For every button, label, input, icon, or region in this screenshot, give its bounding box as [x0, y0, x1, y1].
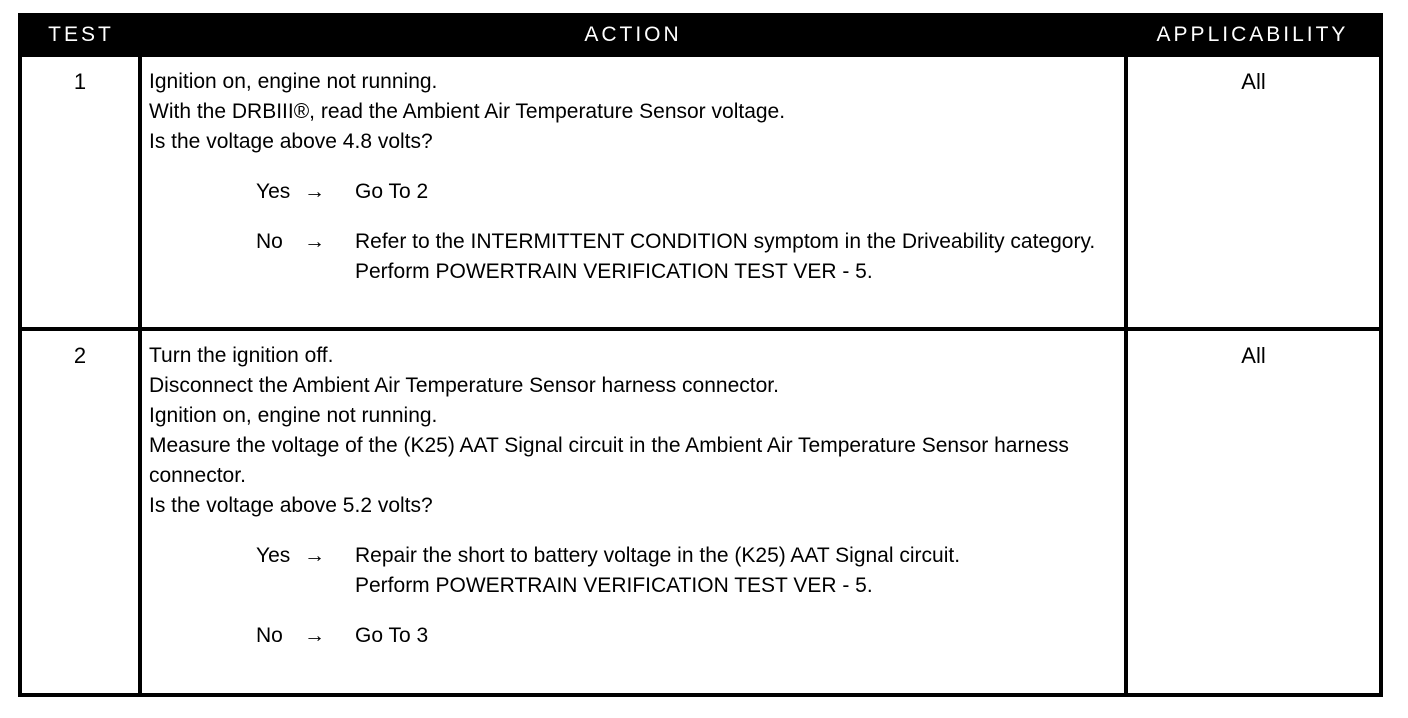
branch-answer: Yes — [256, 544, 291, 567]
result-line: Refer to the INTERMITTENT CONDITION symptom in the Driveability category. — [355, 230, 1096, 253]
action-cell — [140, 55, 1126, 329]
result-line: Repair the short to battery voltage in the (K25) AAT Signal circuit. — [355, 544, 961, 567]
arrow-icon: → — [304, 544, 325, 567]
arrow-icon: → — [304, 180, 325, 203]
result-line: Perform POWERTRAIN VERIFICATION TEST VER - 5. — [355, 574, 873, 597]
branch-no — [256, 227, 1118, 287]
branch-result — [355, 177, 1118, 207]
test-table — [22, 17, 1379, 693]
result-line: Go To 3 — [355, 624, 429, 647]
action-step: Turn the ignition off. — [149, 344, 334, 367]
action-step: Measure the voltage of the (K25) AAT Signal circuit in the Ambient Air Temperature Sensor harness connector. — [149, 434, 1069, 487]
test-number: 2 — [22, 329, 140, 693]
test-number: 1 — [22, 55, 140, 329]
branch-answer: No — [256, 624, 283, 647]
result-line: Perform POWERTRAIN VERIFICATION TEST VER - 5. — [355, 260, 873, 283]
action-step: Disconnect the Ambient Air Temperature Sensor harness connector. — [149, 374, 779, 397]
branch-result — [355, 227, 1118, 287]
branch-yes — [256, 177, 1118, 207]
branch-answer: No — [256, 230, 283, 253]
branch-yes — [256, 541, 1118, 601]
header-row — [22, 17, 1379, 55]
action-step: Ignition on, engine not running. — [149, 70, 438, 93]
arrow-icon: → — [304, 624, 325, 647]
branch-answer: Yes — [256, 180, 291, 203]
action-question: Is the voltage above 4.8 volts? — [149, 130, 433, 153]
header-applicability: APPLICABILITY — [1126, 17, 1379, 55]
applicability-cell: All — [1126, 55, 1379, 329]
branch-result — [355, 541, 1118, 601]
action-cell — [140, 329, 1126, 693]
header-action: ACTION — [140, 17, 1126, 55]
table-row — [22, 55, 1379, 329]
applicability-cell: All — [1126, 329, 1379, 693]
action-question: Is the voltage above 5.2 volts? — [149, 494, 433, 517]
result-line: Go To 2 — [355, 180, 429, 203]
action-step: With the DRBIII®, read the Ambient Air Temperature Sensor voltage. — [149, 100, 786, 123]
diagnostic-table — [18, 13, 1383, 697]
branch-no — [256, 621, 1118, 651]
header-test: TEST — [22, 17, 140, 55]
action-step: Ignition on, engine not running. — [149, 404, 438, 427]
arrow-icon: → — [304, 230, 325, 253]
branch-result — [355, 621, 1118, 651]
table-row — [22, 329, 1379, 693]
